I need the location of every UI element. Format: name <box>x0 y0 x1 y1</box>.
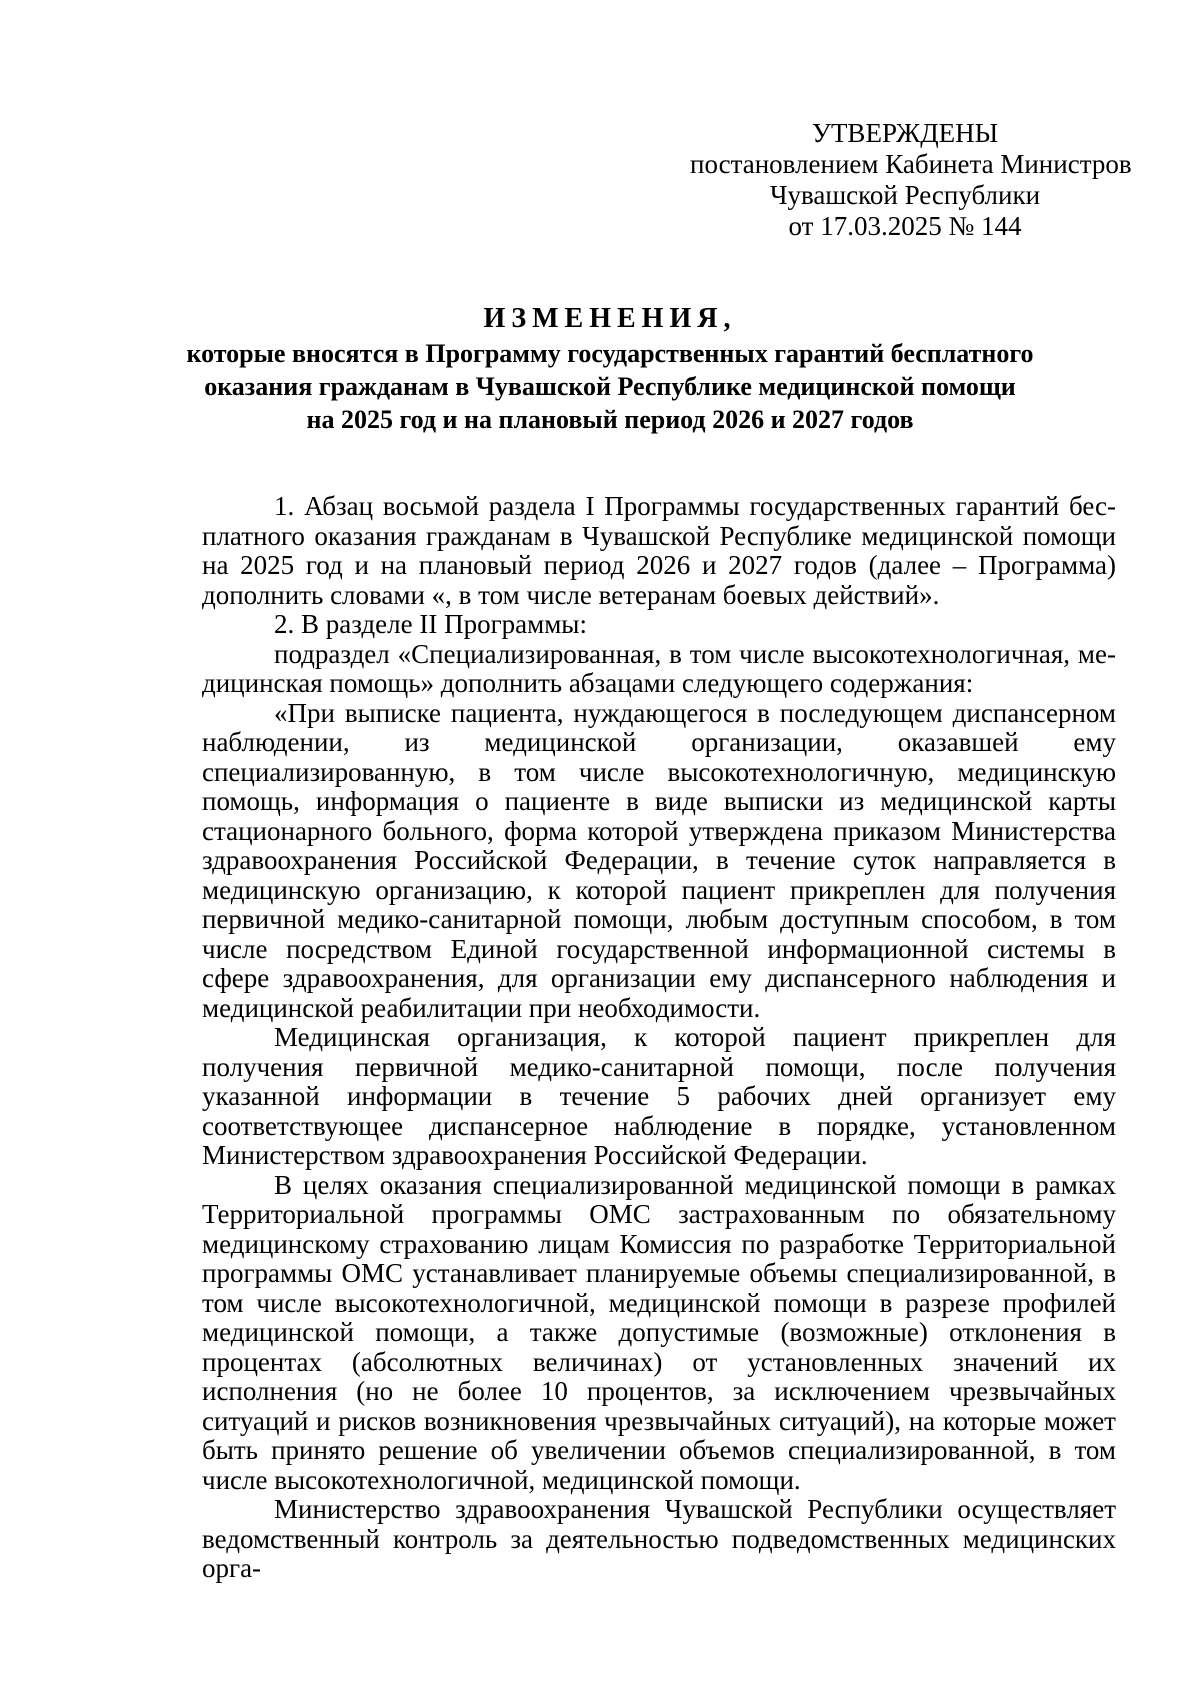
paragraph-6: В целях оказания специализированной медицинской помощи в рамках Территориальной программы ОМС застрахованным по обязательному медицинскому страхованию лицам Комиссия по разработке Территориальной программы ОМС устанавливает планируемые объемы специализированной, в том числе высокотехнологичной, медицинской помощи в разрезе профилей медицинской помощи, а также допустимые (возможные) отклонения в процентах (абсолютных величинах) от установленных значений их исполнения (но не более 10 процентов, за исключением чрезвычайных ситуаций и рисков возникновения чрезвычайных ситуаций), на которые может быть принято решение об увеличении объемов специализированной, в том числе высокотехнологичной, медицинской помощи. <box>202 1169 1116 1495</box>
title-subtitle-line-1: которые вносятся в Программу государственных гарантий бесплатного <box>186 339 1034 368</box>
approval-stamp <box>690 118 1132 242</box>
approval-region: Чувашской Республики <box>769 180 1041 210</box>
title-subtitle-line-3: на 2025 год и на плановый период 2026 и 2027 годов <box>306 405 914 434</box>
document-title <box>180 302 1040 435</box>
paragraph-5: Медицинская организация, к которой пациент прикреплен для получения первичной медико-санитарной помощи, после получения указанной информации в течение 5 рабочих дней организует ему соответствующее диспансерное наблюдение в порядке, установленном Министерством здравоохранения Российской Федерации. <box>202 1022 1116 1170</box>
paragraph-3: подраздел «Специализированная, в том числе высокотехнологичная, медицинская помощь» дополнить абзацами следующего содержания: <box>202 638 1116 698</box>
approval-status: УТВЕРЖДЕНЫ <box>811 118 999 148</box>
document-body <box>202 492 1116 1584</box>
paragraph-2: 2. В разделе II Программы: <box>274 609 587 639</box>
title-heading: ИЗМЕНЕНИЯ, <box>483 303 737 334</box>
approval-date-number: от 17.03.2025 № 144 <box>788 211 1022 241</box>
paragraph-1: 1. Абзац восьмой раздела I Программы государственных гарантий бесплатного оказания гражданам в Чувашской Республике медицинской помощи на 2025 год и на плановый период 2026 и 2027 годов (далее – Программа) дополнить словами «, в том числе ветеранам боевых действий». <box>202 491 1116 610</box>
paragraph-4: «При выписке пациента, нуждающегося в последующем диспансерном наблюдении, из медицинской организации, оказавшей ему специализированную, в том числе высокотехнологичную, медицинскую помощь, информация о пациенте в виде выписки из медицинской карты стационарного больного, форма которой утверждена приказом Министерства здравоохранения Российской Федерации, в течение суток направляется в медицинскую организацию, к которой пациент прикреплен для получения первичной медико-санитарной помощи, любым доступным способом, в том числе посредством Единой государственной информационной системы в сфере здравоохранения, для организации ему диспансерного наблюдения и медицинской реабилитации при необходимости. <box>202 697 1116 1023</box>
approval-authority: постановлением Кабинета Министров <box>690 149 1132 179</box>
paragraph-7: Министерство здравоохранения Чувашской Республики осуществляет ведомственный контроль за деятельностью подведомственных медицинских орга- <box>202 1494 1116 1583</box>
title-subtitle-line-2: оказания гражданам в Чувашской Республике медицинской помощи <box>204 372 1016 401</box>
